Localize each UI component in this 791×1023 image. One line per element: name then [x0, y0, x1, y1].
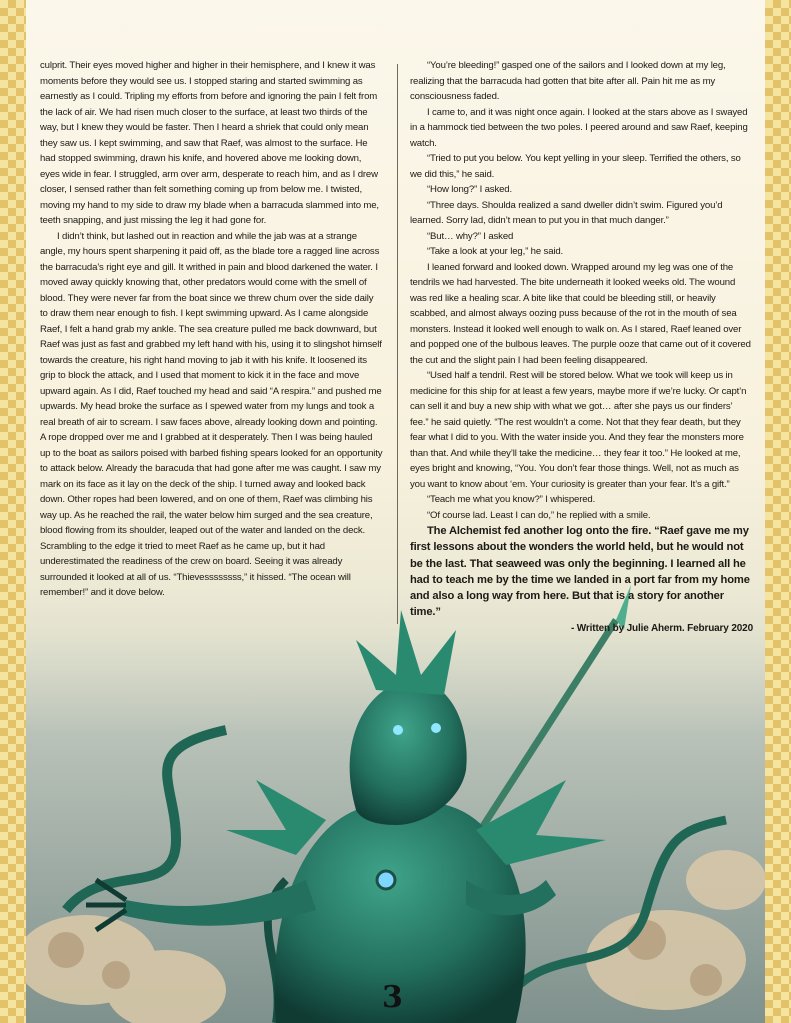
story-paragraph: “Used half a tendril. Rest will be stored below. What we took will keep us in medicine for this ship for at least a few years, maybe more if we’re lucky. Or capt’n can sell it and buy a new ship with what we got… after she pays us our finders’ fee.” he said quietly. “The rest wouldn’t a come. Not that they fear death, but they fear what I did to you. With the water inside you. And they fear the monsters more than that. And while they’ll take the medicine… they fear it too.” He looked at me, eyes bright and knowing, “You. You don’t fear those things. Well, not as much as you want to know about ‘em. Your curiosity is greater than your fear. It’s a gift.”: [410, 370, 747, 490]
decorative-border-right: [765, 0, 791, 1023]
story-paragraph: I leaned forward and looked down. Wrapped around my leg was one of the tendrils we had harvested. The bite underneath it looked weeks old. The wound was red like a healing scar. A bite like that could be bleeding still, or heavily scabbed, and almost always oozing puss because of the rot in the mouth of sea monsters. Instead it looked well enough to walk on. As I stared, Raef leaned over and popped one of the bulbous leaves. The purple ooze that came out of it covered the cut and the slight pain I had been feeling disappeared.: [410, 261, 751, 366]
story-paragraph: “But… why?” I asked: [427, 230, 514, 242]
decorative-border-left: [0, 0, 26, 1023]
story-paragraph: “Three days. Shoulda realized a sand dweller didn’t swim. Figured you’d learned. Sorry lad, didn’t mean to put you in that much danger.”: [410, 199, 723, 226]
story-paragraph: culprit. Their eyes moved higher and higher in their hemisphere, and I knew it was moments before they would see us. I stopped staring and started swimming as earnestly as I could. Tripling my efforts from before and ignoring the pain I felt from the lack of air. We had risen much closer to the surface, at least two thirds of the way, but I knew they would be faster. Then I heard a shriek that could only mean they saw us. I kept swimming, and saw that Raef, was almost to the surface. He had stopped swimming, drawn his knife, and hovered above me looking down, eyes wide in fear. I struggled, arm over arm, desperate to reach him, and as I drew closer, I sensed rather than felt something coming up from below me. I twisted, moving my hand to my side to draw my blade when a barracuda slammed into me, teeth snapping, and just missing the leg it had gone for.: [40, 60, 379, 226]
column-divider: [397, 64, 398, 624]
closing-paragraph: The Alchemist fed another log onto the fire. “Raef gave me my first lessons about the wonders the world held, but he would not be the last. That seaweed was only the beginning. I learned all he had to teach me by the time we landed in a port far from my home and also a long way from here. But that is a story for another time.”: [410, 525, 750, 619]
sea-creature-illustration: [26, 580, 765, 1023]
author-signature: - Written by Julie Aherm. February 2020: [571, 622, 753, 634]
story-paragraph: “Take a look at your leg,” he said.: [427, 246, 564, 257]
story-paragraph: “Tried to put you below. You kept yelling in your sleep. Terrified the others, so we did this,” he said.: [410, 153, 741, 180]
page-number: 3: [382, 980, 403, 1015]
story-paragraph: “Teach me what you know?” I whispered.: [427, 494, 596, 505]
story-paragraph: I didn’t think, but lashed out in reaction and while the jab was at a strange angle, my hours spent sharpening it paid off, as the blade tore a ragged line across the barracuda’s right eye and gill. It writhed in pain and blood darkened the water. I moved away quickly knowing that, other predators would come with the smell of blood. They were never far from the boat since we threw chum over the side daily to draw them near enough to fish. I kept swimming upward. As I came alongside Raef, I felt a hand grab my ankle. The sea creature pulled me back downward, but Raef was just as fast and grabbed my left hand with his, using it to slingshot himself towards the creature, his right hand moving to jab it with his knife. It loosened its grip to block the attack, and I used that moment to kick it in the face and move upward again. As I did, Raef touched my head and said “A respira.” and pushed me upwards. My head broke the surface as I spewed water from my lungs and took a real breath of air to scream. I saw faces above, already looking down and pointing. A rope dropped over me and I grabbed at it desperately. Then I was being hauled up to the boat as sailors poised with barbed fishing spears looked for an opportunity to attack below. Already the baracuda that had gone after me was caught. I saw my mark on its face as it lay on the deck of the ship. I turned away and looked back down. Other ropes had been lowered, and on one of them, Raef was climbing his way up. As he reached the rail, the water below him surged and the sea creature, blood flowing from its shoulder, leaped out of the water and landed on the deck. Scrambling to the edge it tried to meet Raef as he came up, but it had underestimated the readiness of the crew on board. Seeing it was already surrounded it looked at all of us. “Thievessssssss,” it hissed. “The ocean will remember!” and it dove below.: [40, 230, 383, 598]
story-paragraph: “You’re bleeding!” gasped one of the sailors and I looked down at my leg, realizing that the barracuda had gotten that bite after all. Pain hit me as my consciousness faded.: [410, 60, 726, 102]
story-paragraph: “How long?” I asked.: [427, 184, 512, 195]
story-paragraph: “Of course lad. Least I can do,” he replied with a smile.: [427, 509, 651, 521]
story-paragraph: I came to, and it was night once again. I looked at the stars above as I swayed in a hammock tied between the two poles. I peered around and saw Raef, keeping watch.: [410, 106, 748, 149]
story-column-left: [40, 58, 383, 601]
story-column-right: [410, 58, 753, 636]
